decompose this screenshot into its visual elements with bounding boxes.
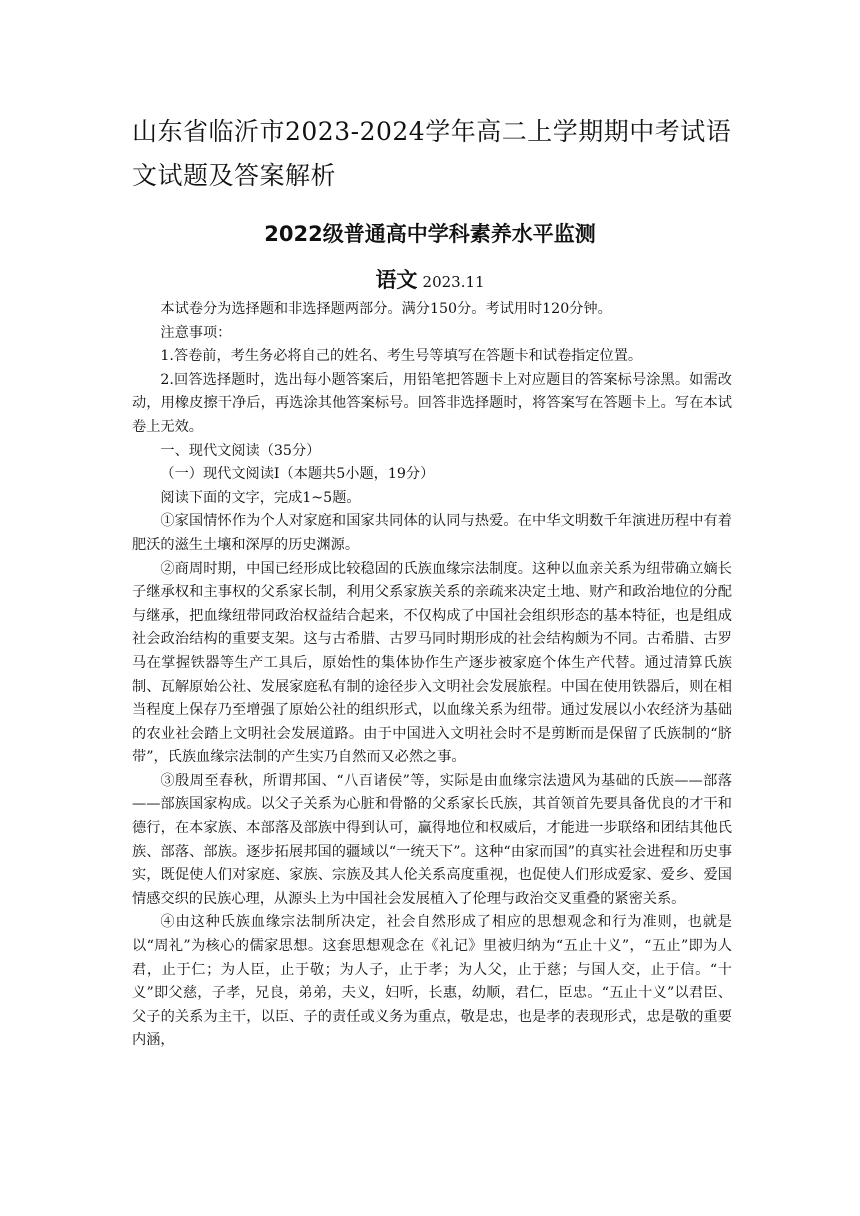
notice-item-2: 2.回答选择题时，选出每小题答案后，用铅笔把答题卡上对应题目的答案标号涂黑。如需改动，用橡皮擦干净后，再选涂其他答案标号。回答非选择题时，将答案写在答题卡上。写在本试卷上无效。 [132, 371, 732, 435]
passage-paragraph-3: ③殷周至春秋，所谓邦国、“八百诸侯”等，实际是由血缘宗法遗风为基础的氏族——部落——部族国家构成。以父子关系为心脏和骨骼的父系家长氏族，其首领首先要具备优良的才干和德行，在本家族、本部落及部族中得到认可，赢得地位和权威后，才能进一步联络和团结其他氏族、部落、部族。逐步拓展邦国的疆域以“一统天下”。这种“由家而国”的真实社会进程和历史事实，既促使人们对家庭、家族、宗族及其人伦关系高度重视，也促使人们形成爱家、爱乡、爱国情感交织的民族心理，从源头上为中国社会发展植入了伦理与政治交叉重叠的紧密关系。 [132, 772, 732, 907]
document-title: 山东省临沂市2023-2024学年高二上学期期中考试语文试题及答案解析 [132, 117, 732, 190]
passage-paragraph-1: ①家国情怀作为个人对家庭和国家共同体的认同与热爱。在中华文明数千年演进历程中有着肥沃的滋生土壤和深厚的历史渊源。 [132, 513, 732, 553]
document-body [132, 298, 732, 1053]
exam-date: 2023.11 [422, 273, 485, 291]
subject-line [0, 264, 860, 294]
notice-item-1: 1.答卷前，考生务必将自己的姓名、考生号等填写在答题卡和试卷指定位置。 [160, 348, 643, 365]
exam-title: 2022级普通高中学科素养水平监测 [264, 222, 596, 246]
notice-heading: 注意事项： [160, 324, 232, 341]
subsection-heading: （一）现代文阅读Ⅰ（本题共5小题，19分） [160, 466, 435, 483]
exam-intro: 本试卷分为选择题和非选择题两部分。满分150分。考试用时120分钟。 [160, 301, 612, 317]
subject-name: 语文 [375, 268, 418, 292]
passage-paragraph-4: ④由这种氏族血缘宗法制所决定，社会自然形成了相应的思想观念和行为准则，也就是以“周礼”为核心的儒家思想。这套思想观念在《礼记》里被归纳为“五止十义”，“五止”即为人君，止于仁；为人臣，止于敬；为人子，止于孝；为人父，止于慈；与国人交，止于信。“十义”即父慈，子孝，兄良，弟弟，夫义，妇听，长惠，幼顺，君仁，臣忠。“五止十义”以君臣、父子的关系为主干，以臣、子的责任或义务为重点，敬是忠，也是孝的表现形式，忠是敬的重要内涵， [132, 914, 732, 1049]
passage-paragraph-2: ②商周时期，中国已经形成比较稳固的氏族血缘宗法制度。这种以血亲关系为纽带确立嫡长子继承权和主事权的父系家长制，利用父系家族关系的亲疏来决定土地、财产和政治地位的分配与继承，把血缘纽带同政治权益结合起来，不仅构成了中国社会组织形态的基本特征，也是组成社会政治结构的重要支架。这与古希腊、古罗马同时期形成的社会结构颇为不同。古希腊、古罗马在掌握铁器等生产工具后，原始性的集体协作生产逐步被家庭个体生产代替。通过清算氏族制、瓦解原始公社、发展家庭私有制的途径步入文明社会发展旅程。中国在使用铁器后，则在相当程度上保存乃至增强了原始公社的组织形式，以血缘关系为纽带。通过发展以小农经济为基础的农业社会踏上文明社会发展道路。由于中国进入文明社会时不是剪断而是保留了氏族制的“脐带”，氏族血缘宗法制的产生实乃自然而又必然之事。 [132, 560, 732, 766]
section-heading: 一、现代文阅读（35分） [160, 442, 321, 459]
reading-instruction: 阅读下面的文字，完成1~5题。 [160, 489, 361, 506]
